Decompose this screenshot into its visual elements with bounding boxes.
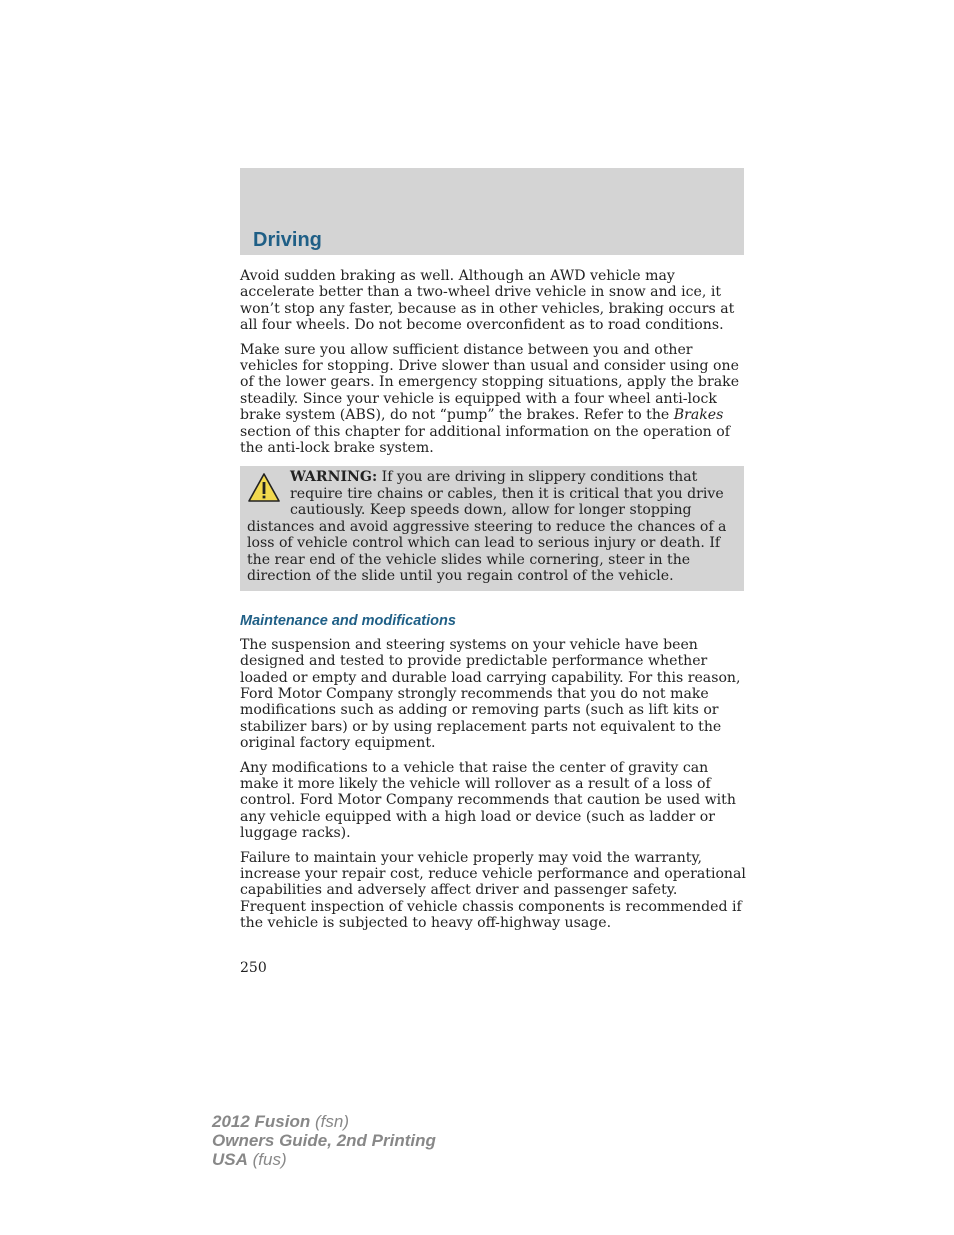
footer-model: 2012 Fusion: [212, 1112, 311, 1131]
paragraph-stopping-text-before: Make sure you allow sufficient distance between you and other vehicles for stopping. Drive slower than usual and consider using one of the lower gears. In emergency stopping situations, apply the brake steadily. Since your vehicle is equipped with a four wheel anti-lock brake system (ABS), do not “pump” the brakes. Refer to the: [240, 341, 740, 424]
footer-line-market: [212, 1150, 436, 1169]
document-footer: [212, 1112, 436, 1169]
paragraph-modifications: Any modifications to a vehicle that raise the center of gravity can make it more likely the vehicle will rollover as a result of a loss of control. Ford Motor Company recommends that caution be used with any vehicle equipped with a high load or device (such as ladder or luggage racks).: [240, 759, 736, 842]
paragraph-maintenance: Failure to maintain your vehicle properly may void the warranty, increase your repair cost, reduce vehicle performance and operational capabilities and adversely affect driver and passenger safety. Frequent inspection of vehicle chassis components is recommended if the vehicle is subjected to heavy off-highway usage.: [240, 849, 746, 932]
section-title: Driving: [253, 229, 322, 251]
paragraph-stopping-text-after: section of this chapter for additional information on the operation of the anti-lock brake system.: [240, 423, 730, 457]
section-header-band: [240, 168, 744, 255]
footer-model-code: (fsn): [310, 1112, 349, 1131]
footer-market-code: (fus): [247, 1150, 287, 1169]
footer-market: USA: [212, 1150, 248, 1169]
page-content: [240, 268, 746, 940]
paragraph-braking: Avoid sudden braking as well. Although an AWD vehicle may accelerate better than a two-wheel drive vehicle in snow and ice, it won’t stop any faster, because as in other vehicles, braking occurs at all four wheels. Do not become overconfident as to road conditions.: [240, 268, 735, 334]
footer-guide: Owners Guide, 2nd Printing: [212, 1131, 436, 1150]
warning-text: If you are driving in slippery conditions that require tire chains or cables, then it is critical that you drive cautiously. Keep speeds down, allow for longer stopping distances and avoid aggressive steering to reduce the chances of a loss of vehicle control which can lead to serious injury or death. If the rear end of the vehicle slides while cornering, steer in the direction of the slide until you regain control of the vehicle.: [247, 469, 727, 584]
warning-box: [240, 466, 744, 591]
paragraph-stopping-distance: [240, 342, 746, 457]
footer-line-model: [212, 1112, 436, 1131]
page-number: 250: [240, 960, 267, 976]
subheading-maintenance: Maintenance and modifications: [240, 613, 456, 630]
warning-label: WARNING:: [290, 469, 378, 486]
paragraph-suspension: The suspension and steering systems on your vehicle have been designed and tested to provide predictable performance whether loaded or empty and durable load carrying capability. For this reason, Ford Motor Company strongly recommends that you do not make modifications such as adding or removing parts (such as lift kits or stabilizer bars) or by using replacement parts not equivalent to the original factory equipment.: [240, 636, 741, 752]
warning-triangle-icon: [247, 472, 281, 504]
brakes-reference: Brakes: [673, 407, 724, 424]
